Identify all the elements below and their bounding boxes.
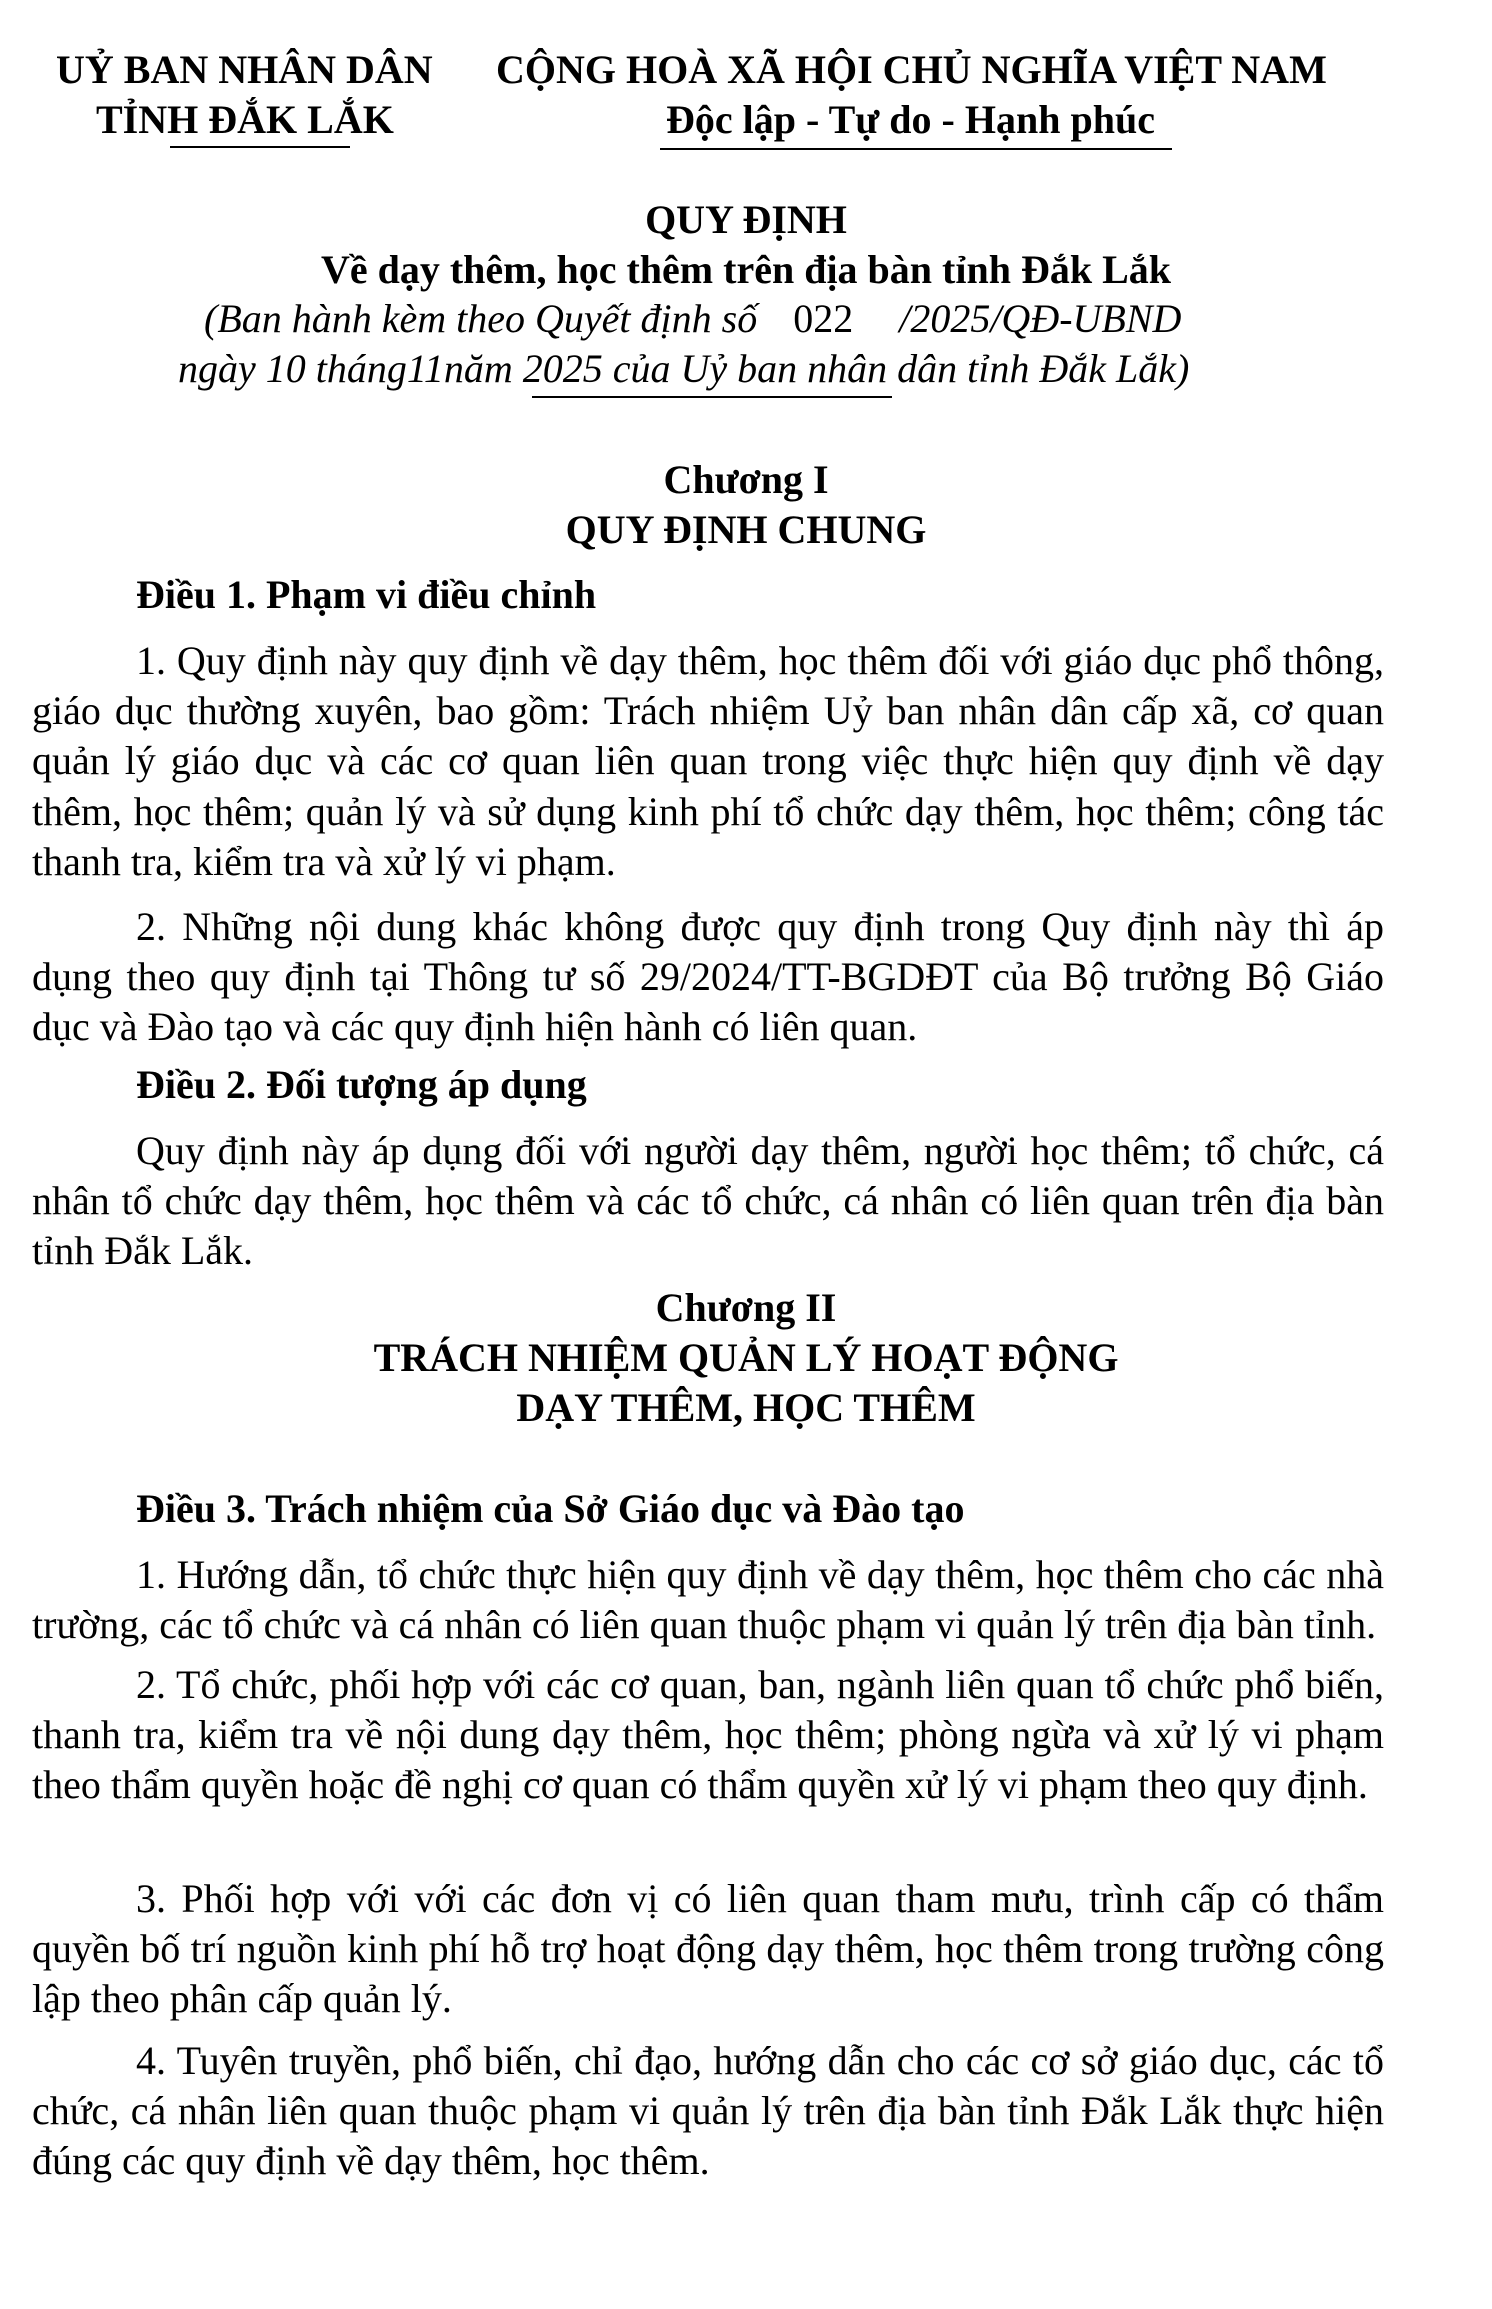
- national-title: CỘNG HOÀ XÃ HỘI CHỦ NGHĨA VIỆT NAM: [496, 47, 1327, 92]
- article3-para3: 3. Phối hợp với với các đơn vị có liên quan tham mưu, trình cấp có thẩm quyền bố trí nguồn kinh phí hỗ trợ hoạt động dạy thêm, học thêm trong trường công lập theo phân cấp quản lý.: [32, 1876, 1384, 2022]
- date-underline: [532, 396, 892, 398]
- chapter1-name: QUY ĐỊNH CHUNG: [565, 507, 927, 552]
- article1-heading: Điều 1. Phạm vi điều chỉnh: [136, 572, 597, 617]
- chapter1-label: Chương I: [663, 457, 829, 502]
- article3-para4: 4. Tuyên truyền, phổ biến, chỉ đạo, hướng dẫn cho các cơ sở giáo dục, các tổ chức, cá nhân liên quan thuộc phạm vi quản lý trên địa bàn tỉnh Đắk Lắk thực hiện đúng các quy định về dạy thêm, học thêm.: [32, 2038, 1384, 2184]
- chapter2-label: Chương II: [655, 1285, 837, 1330]
- article3-para2: 2. Tổ chức, phối hợp với các cơ quan, ban, ngành liên quan tổ chức phổ biến, thanh tra, kiểm tra về nội dung dạy thêm, học thêm; phòng ngừa và xử lý vi phạm theo thẩm quyền hoặc đề nghị cơ quan có thẩm quyền xử lý vi phạm theo quy định.: [32, 1662, 1384, 1808]
- article2-heading: Điều 2. Đối tượng áp dụng: [136, 1062, 587, 1107]
- national-motto: Độc lập - Tự do - Hạnh phúc: [666, 97, 1155, 142]
- decision-number: 022: [793, 296, 854, 341]
- article2-para1: Quy định này áp dụng đối với người dạy thêm, người học thêm; tổ chức, cá nhân tổ chức dạy thêm, học thêm và các tổ chức, cá nhân có liên quan trên địa bàn tỉnh Đắk Lắk.: [32, 1128, 1384, 1274]
- decision-suffix: /2025/QĐ-UBND: [899, 296, 1182, 341]
- issuance-prefix: (Ban hành kèm theo Quyết định số: [204, 296, 758, 341]
- article3-para1: 1. Hướng dẫn, tổ chức thực hiện quy định về dạy thêm, học thêm cho các nhà trường, các tổ chức và cá nhân có liên quan thuộc phạm vi quản lý trên địa bàn tỉnh.: [32, 1552, 1384, 1648]
- issuance-date: ngày 10 tháng11năm 2025 của Uỷ ban nhân dân tỉnh Đắk Lắk): [178, 346, 1190, 391]
- issuing-authority-line2: TỈNH ĐẮK LẮK: [96, 97, 394, 142]
- issuance-note: [204, 294, 1181, 344]
- document-heading: QUY ĐỊNH: [645, 197, 847, 242]
- article3-heading: Điều 3. Trách nhiệm của Sở Giáo dục và Đào tạo: [136, 1486, 965, 1531]
- article1-para2: 2. Những nội dung khác không được quy định trong Quy định này thì áp dụng theo quy định tại Thông tư số 29/2024/TT-BGDĐT của Bộ trưởng Bộ Giáo dục và Đào tạo và các quy định hiện hành có liên quan.: [32, 904, 1384, 1050]
- chapter2-name-line2: DẠY THÊM, HỌC THÊM: [516, 1385, 976, 1430]
- article1-para1: 1. Quy định này quy định về dạy thêm, học thêm đối với giáo dục phổ thông, giáo dục thường xuyên, bao gồm: Trách nhiệm Uỷ ban nhân dân cấp xã, cơ quan quản lý giáo dục và các cơ quan liên quan trong việc thực hiện quy định về dạy thêm, học thêm; quản lý và sử dụng kinh phí tổ chức dạy thêm, học thêm; công tác thanh tra, kiểm tra và xử lý vi phạm.: [32, 638, 1384, 884]
- authority-underline: [170, 146, 350, 148]
- chapter2-name-line1: TRÁCH NHIỆM QUẢN LÝ HOẠT ĐỘNG: [373, 1335, 1119, 1380]
- issuing-authority-line1: UỶ BAN NHÂN DÂN: [56, 47, 433, 92]
- motto-underline: [660, 148, 1172, 150]
- document-subject: Về dạy thêm, học thêm trên địa bàn tỉnh Đắk Lắk: [320, 247, 1172, 292]
